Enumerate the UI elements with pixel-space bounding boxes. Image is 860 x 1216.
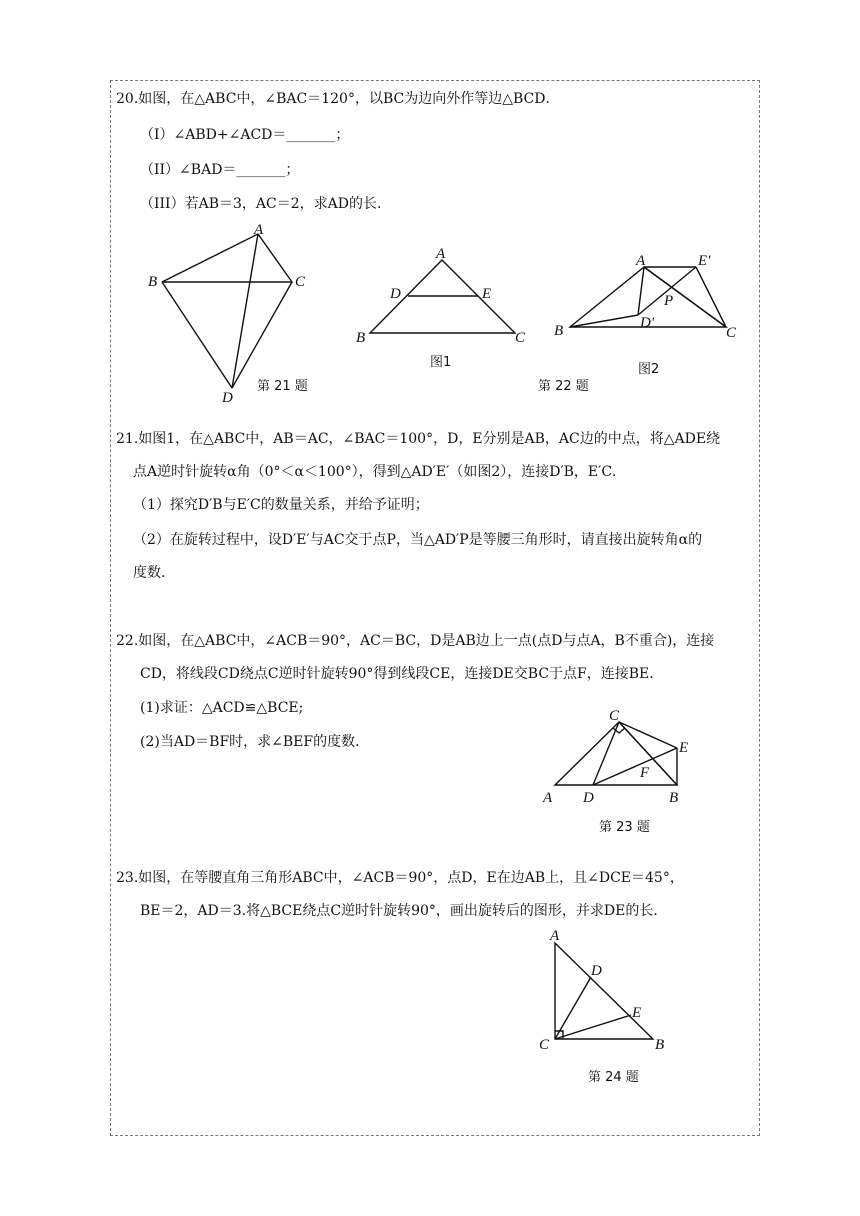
figure-24	[535, 925, 675, 1055]
fig21-label-c: C	[295, 274, 306, 290]
fig22-1-label-b: B	[356, 330, 366, 346]
fig21-caption: 第 21 题	[257, 379, 308, 394]
figure-23	[535, 700, 705, 812]
fig22-2-label-a: A	[636, 253, 646, 269]
fig23-caption: 第 23 题	[599, 820, 650, 835]
fig22-2-label-d: D'	[640, 315, 655, 331]
fig23-label-a: A	[543, 790, 553, 806]
q21-line-2: 点A逆时针旋转α角（0°＜α＜100°），得到△AD′E′（如图2），连接D′B，E′C．	[133, 464, 627, 480]
q21-line-1: 21.如图1，在△ABC中，AB＝AC，∠BAC＝100°，D，E分别是AB，AC边的中点，将△ADE绕	[116, 431, 721, 447]
fig23-label-c: C	[609, 708, 620, 724]
fig22-1-label-e: E	[482, 286, 492, 302]
figure-22-2	[550, 245, 750, 380]
q21-line-3: （1）探究D′B与E′C的数量关系，并给予证明；	[133, 497, 429, 513]
q20-part-1: （I）∠ABD+∠ACD＝_______；	[140, 127, 350, 143]
q22-line-2: CD，将线段CD绕点C逆时针旋转90°得到线段CE，连接DE交BC于点F，连接BE.	[140, 666, 654, 682]
q23-line-1: 23.如图，在等腰直角三角形ABC中，∠ACB＝90°，点D，E在边AB上，且∠DCE＝45°，	[116, 870, 684, 886]
q23-line-2: BE＝2，AD＝3.将△BCE绕点C逆时针旋转90°，画出旋转后的图形，并求DE的长．	[140, 903, 668, 919]
fig22-2-label-b: B	[554, 323, 564, 339]
q21-line-4: （2）在旋转过程中，设D′E′与AC交于点P，当△AD′P是等腰三角形时，请直接出旋转角α的	[133, 532, 703, 548]
fig23-label-e: E	[679, 740, 689, 756]
q20-stem: 20.如图，在△ABC中，∠BAC＝120°，以BC为边向外作等边△BCD．	[116, 91, 560, 107]
fig23-label-d: D	[583, 790, 594, 806]
fig22-1-label-a: A	[436, 246, 446, 262]
fig22-caption: 第 22 题	[538, 379, 589, 394]
q20-part-3: （III）若AB＝3，AC＝2，求AD的长．	[140, 196, 391, 212]
q22-line-4: (2)当AD＝BF时，求∠BEF的度数．	[140, 734, 370, 750]
fig22-2-label-e: E'	[698, 253, 711, 269]
fig22-1-label-c: C	[515, 330, 526, 346]
figure-22-1	[350, 240, 535, 370]
fig22-2-label: 图2	[638, 362, 660, 377]
fig22-1-label: 图1	[430, 355, 452, 370]
fig23-label-b: B	[669, 790, 679, 806]
fig22-1-label-d: D	[390, 286, 401, 302]
fig24-label-c: C	[539, 1037, 550, 1053]
fig24-label-d: D	[591, 963, 602, 979]
fig24-label-b: B	[655, 1037, 665, 1053]
fig22-2-label-p: P	[664, 293, 674, 309]
fig21-label-d: D	[222, 390, 233, 406]
q20-part-2: （II）∠BAD＝_______；	[140, 162, 300, 178]
fig24-label-e: E	[632, 1005, 642, 1021]
q22-line-3: (1)求证：△ACD≌△BCE;	[140, 700, 304, 716]
q22-line-1: 22.如图，在△ABC中，∠ACB＝90°，AC＝BC，D是AB边上一点(点D与点A，B不重合)，连接	[116, 633, 715, 649]
q21-line-5: 度数．	[133, 565, 175, 581]
fig22-2-label-c: C	[726, 325, 737, 341]
fig21-label-b: B	[148, 274, 158, 290]
fig24-label-a: A	[550, 928, 560, 944]
fig24-caption: 第 24 题	[588, 1070, 639, 1085]
fig23-label-f: F	[640, 765, 650, 781]
fig21-label-a: A	[254, 222, 264, 238]
